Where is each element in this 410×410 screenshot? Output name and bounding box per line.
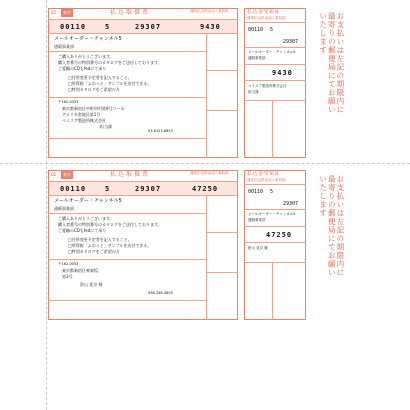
slip-title: 払込取扱票 <box>110 9 151 16</box>
checkbox-line-2: □所得税「ふわっと」サンプルを送付できる。 <box>68 243 152 248</box>
message-line-1: ご購入ありがとうございます。 <box>58 216 114 221</box>
divider <box>206 70 238 71</box>
account-number-b: 5 <box>105 23 111 31</box>
column-divider <box>272 262 273 320</box>
amount-value: 47250 <box>192 185 219 193</box>
receipt-payee-name: メールオーダー・チャンネル5 <box>248 50 296 54</box>
receipt-payer-1: 鈴山 花京 様 <box>248 246 268 250</box>
middle-perforation <box>0 163 410 164</box>
divider <box>48 33 238 34</box>
payer-tel: 03-6123-6853 <box>148 129 173 133</box>
account-number-a: 00110 <box>60 23 87 31</box>
side-note-1: お支払いは左記の期限内に最寄りの郵便局にてお願いいたします <box>318 12 345 114</box>
receipt-account-a: 00110 <box>248 27 264 33</box>
receipt-account-b: 5 <box>270 27 274 33</box>
office-tag: 東京 <box>63 10 71 15</box>
account-number-a: 00110 <box>60 185 87 193</box>
payer-address-1: 東京都新宿区中町何村第9号コーポ <box>62 106 125 111</box>
receipt-subtitle: 通常払込料金加入者負担 <box>247 16 286 20</box>
divider <box>244 22 306 23</box>
payer-address-2: 第3号 <box>62 274 73 279</box>
divider <box>244 184 306 185</box>
slip-title: 払込取扱票 <box>110 171 151 178</box>
receipt-account-b: 5 <box>270 189 274 195</box>
divider <box>244 209 306 210</box>
message-line-2: 購入者番号の特別番号のカタログをご送付しております。 <box>58 60 162 65</box>
amount-value: 9430 <box>200 23 221 31</box>
receipt-payee-dept: 通販事業部 <box>248 56 266 60</box>
receipt-account-a: 00110 <box>248 189 264 195</box>
zip-code: 〒162-0053 <box>58 100 79 104</box>
divider <box>48 259 206 260</box>
payer-address-1: 東京都新宿区神楽坂 <box>62 268 98 273</box>
payer-person: 鈴山 花京 様 <box>80 282 103 287</box>
account-number-b: 5 <box>105 185 111 193</box>
divider <box>48 51 206 52</box>
slip-header-note: 通常払込料金加入者負担 <box>190 171 229 175</box>
receipt-subtitle: 通常払込料金加入者負担 <box>247 178 286 182</box>
receipt-payee-name: メールオーダー・チャンネル5 <box>248 212 296 216</box>
receipt-amount: 9430 <box>272 69 293 77</box>
office-tag: 東京 <box>63 172 71 177</box>
payee-dept: 通販事業部 <box>54 206 74 211</box>
divider <box>244 64 306 65</box>
divider <box>48 97 206 98</box>
divider <box>244 262 306 263</box>
payer-person: 担当課 <box>100 124 112 129</box>
left-perforation <box>46 0 47 410</box>
checkbox-line-1: □住所変更予定者を記入すること。 <box>68 75 132 80</box>
account-number-c: 29307 <box>135 23 162 31</box>
payee-dept: 通販事業部 <box>54 44 74 49</box>
checkbox-line-1: □住所変更予定者を記入すること。 <box>68 237 132 242</box>
divider <box>206 272 238 273</box>
slip-number: 02 <box>51 172 57 177</box>
message-line-2: 購入者番号の特別番号のカタログをご送付しております。 <box>58 222 162 227</box>
divider <box>48 300 206 301</box>
receipt-payer-1: ベイスア製造所株式会社 <box>248 84 287 88</box>
divider <box>206 232 238 233</box>
side-note-2: お支払いは左記の期限内に最寄りの郵便局にてお願いいたします <box>318 175 345 277</box>
checkbox-line-3: □特別カタログをご希望の方 <box>68 249 120 254</box>
divider <box>244 100 306 101</box>
message-line-3: ご愛顧のCDもfedにて承り <box>58 66 107 71</box>
payee-name: メールオーダー・チャンネル5 <box>54 36 122 42</box>
receipt-payer-2: 担当課 <box>248 90 259 94</box>
receipt-title: 払込金受領証 <box>247 171 281 177</box>
receipt-account-c: 29307 <box>283 39 299 45</box>
divider <box>244 80 306 81</box>
divider <box>48 213 206 214</box>
checkbox-line-2: □所得税「ふわっと」サンプルを送付できる。 <box>68 81 152 86</box>
divider <box>244 47 306 48</box>
zip-code: 〒162-0053 <box>58 262 79 266</box>
column-divider <box>272 100 273 158</box>
divider <box>244 226 306 227</box>
divider <box>48 138 206 139</box>
divider <box>206 110 238 111</box>
message-line-3: ご愛顧のCDもfedにて承り <box>58 228 107 233</box>
receipt-title: 払込金受領証 <box>247 9 281 15</box>
receipt-account-c: 29307 <box>283 201 299 207</box>
payee-name: メールオーダー・チャンネル5 <box>54 198 122 204</box>
account-number-c: 29307 <box>135 185 162 193</box>
payer-tel: 096-346-4805 <box>148 291 173 295</box>
divider <box>244 242 306 243</box>
column-divider <box>206 33 207 158</box>
slip-number: 02 <box>51 10 57 15</box>
receipt-amount: 47250 <box>266 231 293 239</box>
checkbox-line-3: □特別カタログをご希望の方 <box>68 87 120 92</box>
payer-address-2: アメリカ産地区第1号 <box>62 112 101 117</box>
payer-address-3: ベイスア製造所株式会社 <box>62 118 106 123</box>
divider <box>48 195 238 196</box>
message-line-1: ご購入ありがとうございます。 <box>58 54 114 59</box>
receipt-payee-dept: 通販事業部 <box>248 218 266 222</box>
slip-header-note: 通常払込料金加入者負担 <box>190 9 229 13</box>
column-divider <box>206 195 207 320</box>
